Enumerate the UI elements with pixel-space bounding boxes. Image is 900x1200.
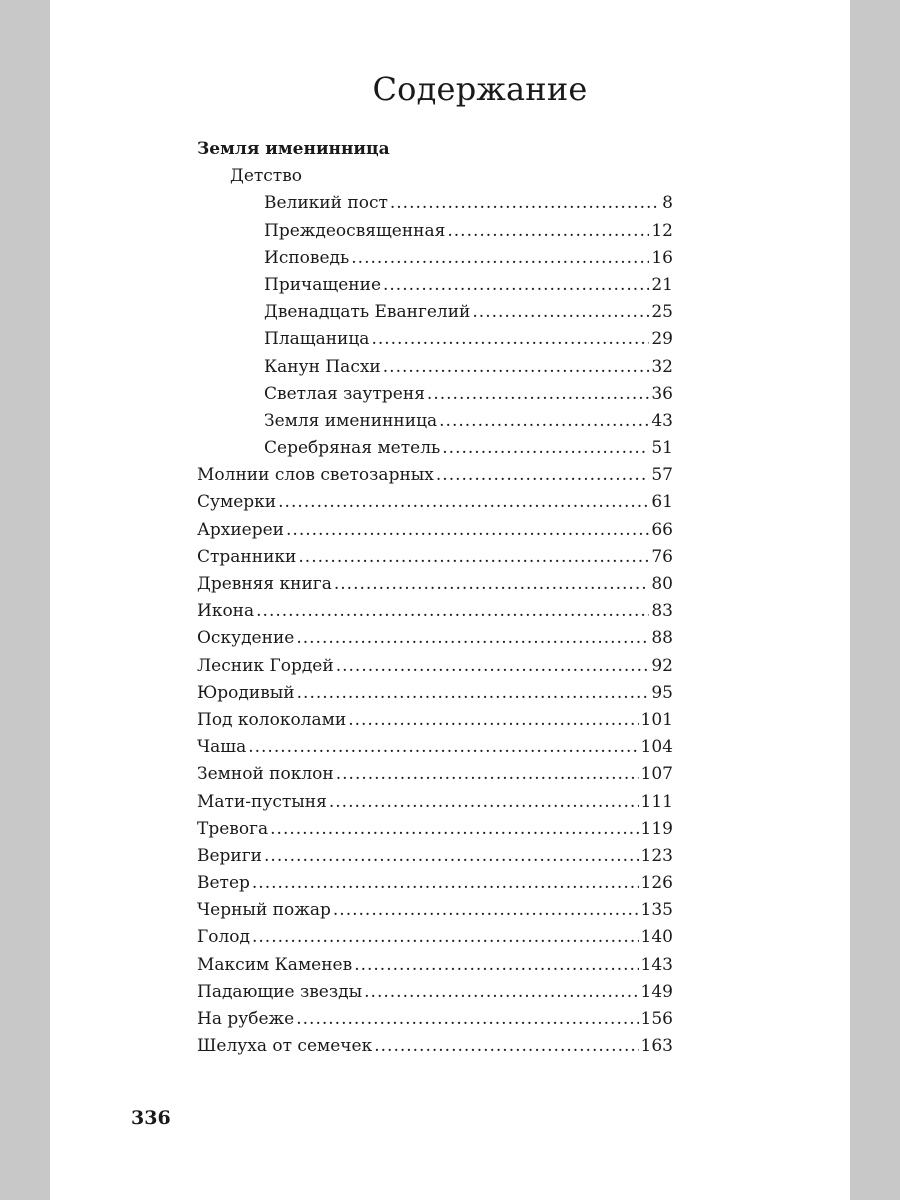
toc-dot-leader xyxy=(296,625,649,652)
toc-dot-leader xyxy=(348,707,638,734)
toc-dot-leader xyxy=(439,408,649,435)
toc-entry-title: Двенадцать Евангелий xyxy=(264,302,471,323)
toc-entry xyxy=(197,680,673,707)
toc-entry-page: 61 xyxy=(651,492,673,513)
toc-entry xyxy=(197,761,673,788)
toc-entry-page: 21 xyxy=(651,274,673,295)
toc-entry xyxy=(197,218,673,245)
toc-entry-page: 43 xyxy=(651,410,673,431)
toc-entry-page: 51 xyxy=(651,438,673,459)
toc-dot-leader xyxy=(248,734,638,761)
toc-dot-leader xyxy=(334,571,650,598)
toc-entry xyxy=(197,789,673,816)
toc-dot-leader xyxy=(472,299,649,326)
toc-entry-title: Преждеосвященная xyxy=(264,220,446,241)
toc-entry-page: 149 xyxy=(640,981,673,1002)
toc-entry-title: Под колоколами xyxy=(197,709,347,730)
toc-entry xyxy=(197,299,673,326)
toc-entry-title: Вериги xyxy=(197,845,263,866)
toc-dot-leader xyxy=(256,598,649,625)
toc-entry-title: Лесник Гордей xyxy=(197,655,334,676)
toc-entry xyxy=(197,408,673,435)
toc-entry-title: Плащаница xyxy=(264,329,370,350)
toc-entry-page: 36 xyxy=(651,383,673,404)
toc-dot-leader xyxy=(336,653,650,680)
toc-entry-page: 66 xyxy=(651,519,673,540)
toc-entry xyxy=(197,190,673,217)
toc-entry-page: 92 xyxy=(651,655,673,676)
book-page xyxy=(50,0,850,1200)
toc-entry-title: Земной поклон xyxy=(197,764,334,785)
toc-entry-page: 8 xyxy=(662,193,673,214)
toc-entry xyxy=(197,435,673,462)
toc-entry-page: 32 xyxy=(651,356,673,377)
toc-entry-title: Тревога xyxy=(197,818,269,839)
toc-entry-page: 101 xyxy=(640,709,673,730)
toc-entry-title: Голод xyxy=(197,927,250,948)
toc-entry-page: 57 xyxy=(651,465,673,486)
toc-entry-title: Архиереи xyxy=(197,519,285,540)
toc-entry-title: Сумерки xyxy=(197,492,277,513)
toc-entry-page: 25 xyxy=(651,302,673,323)
toc-entry-title: Странники xyxy=(197,546,297,567)
toc-dot-leader xyxy=(270,816,638,843)
toc-entry-page: 29 xyxy=(651,329,673,350)
toc-entry xyxy=(197,544,673,571)
toc-entry-page: 76 xyxy=(651,546,673,567)
toc-entry xyxy=(197,816,673,843)
toc-entry-title: Древняя книга xyxy=(197,574,332,594)
toc-entry-page: 156 xyxy=(640,1009,673,1029)
toc-entry-title: Черный пожар xyxy=(197,900,331,921)
toc-dot-leader xyxy=(264,843,639,870)
toc-dot-leader xyxy=(298,544,649,571)
toc-entry-title: Земля именинница xyxy=(264,410,438,431)
toc-entry xyxy=(197,707,673,734)
toc-dot-leader xyxy=(447,218,649,245)
toc-dot-leader xyxy=(374,1033,638,1060)
toc-dot-leader xyxy=(442,435,649,462)
toc-section-heading: Земля именинница xyxy=(197,139,390,159)
toc-entry xyxy=(197,381,673,408)
toc-dot-leader xyxy=(427,381,649,408)
toc-entry-page: 80 xyxy=(651,574,673,594)
toc-entry xyxy=(197,897,673,924)
toc-dot-leader xyxy=(333,897,639,924)
toc-entry-title: Молнии слов светозарных xyxy=(197,465,434,486)
toc-dot-leader xyxy=(383,272,649,299)
toc-entry-title: Падающие звезды xyxy=(197,981,363,1002)
toc-entry xyxy=(197,489,673,516)
toc-dot-leader xyxy=(296,1006,638,1033)
toc-entry-page: 135 xyxy=(640,900,673,921)
toc-entry-page: 143 xyxy=(640,954,673,975)
toc-entry-title: Шелуха от семечек xyxy=(197,1036,373,1057)
toc-main-entries xyxy=(197,462,673,1060)
toc-entry-page: 107 xyxy=(640,764,673,785)
toc-dot-leader xyxy=(278,489,649,516)
toc-entry xyxy=(197,979,673,1006)
toc-entry xyxy=(197,598,673,625)
toc-entry-page: 12 xyxy=(651,220,673,241)
toc-entry-title: Икона xyxy=(197,601,255,622)
toc-subsection-entries xyxy=(197,190,673,462)
toc-entry-title: Ветер xyxy=(197,873,250,894)
toc-entry-title: Мати-пустыня xyxy=(197,791,327,812)
page-title: Содержание xyxy=(372,70,588,108)
toc-entry-page: 104 xyxy=(640,737,673,758)
toc-dot-leader xyxy=(286,517,649,544)
toc-entry xyxy=(197,326,673,353)
toc-entry-title: Чаша xyxy=(197,737,247,758)
toc-dot-leader xyxy=(383,354,650,381)
toc-entry-page: 140 xyxy=(640,927,673,948)
toc-entry xyxy=(197,272,673,299)
toc-dot-leader xyxy=(252,870,639,897)
toc-entry xyxy=(197,952,673,979)
toc-entry xyxy=(197,245,673,272)
toc-entry xyxy=(197,462,673,489)
toc-entry-page: 123 xyxy=(640,845,673,866)
toc-entry-title: Максим Каменев xyxy=(197,954,353,975)
toc-entry-title: Канун Пасхи xyxy=(264,356,381,377)
table-of-contents xyxy=(197,136,673,1060)
toc-entry xyxy=(197,625,673,652)
toc-dot-leader xyxy=(354,952,638,979)
toc-entry xyxy=(197,653,673,680)
toc-entry xyxy=(197,517,673,544)
toc-dot-leader xyxy=(252,924,639,951)
toc-entry-title: На рубеже xyxy=(197,1009,295,1029)
toc-entry-page: 88 xyxy=(651,628,673,649)
page-number: 336 xyxy=(131,1107,171,1129)
toc-entry-page: 119 xyxy=(640,818,673,839)
toc-entry-title: Исповедь xyxy=(264,247,350,268)
toc-dot-leader xyxy=(329,789,639,816)
toc-entry xyxy=(197,354,673,381)
toc-entry-page: 126 xyxy=(640,873,673,894)
toc-entry xyxy=(197,571,673,598)
toc-entry xyxy=(197,734,673,761)
toc-entry-title: Светлая заутреня xyxy=(264,383,425,404)
toc-dot-leader xyxy=(336,761,639,788)
toc-entry-page: 16 xyxy=(651,247,673,268)
toc-dot-leader xyxy=(364,979,638,1006)
toc-dot-leader xyxy=(390,190,660,217)
toc-entry-title: Великий пост xyxy=(264,193,388,214)
toc-dot-leader xyxy=(351,245,649,272)
toc-entry-page: 83 xyxy=(651,601,673,622)
toc-entry-page: 111 xyxy=(640,791,673,812)
toc-dot-leader xyxy=(297,680,650,707)
toc-entry-title: Серебряная метель xyxy=(264,438,441,459)
toc-entry xyxy=(197,870,673,897)
toc-dot-leader xyxy=(371,326,649,353)
toc-entry-title: Юродивый xyxy=(197,682,295,703)
toc-entry-page: 163 xyxy=(640,1036,673,1057)
toc-entry xyxy=(197,843,673,870)
toc-entry xyxy=(197,1033,673,1060)
toc-entry-page: 95 xyxy=(651,682,673,703)
toc-entry xyxy=(197,924,673,951)
toc-entry-title: Оскудение xyxy=(197,628,295,649)
toc-dot-leader xyxy=(436,462,649,489)
toc-subsection-heading: Детство xyxy=(230,166,303,187)
toc-entry xyxy=(197,1006,673,1033)
toc-entry-title: Причащение xyxy=(264,274,381,295)
